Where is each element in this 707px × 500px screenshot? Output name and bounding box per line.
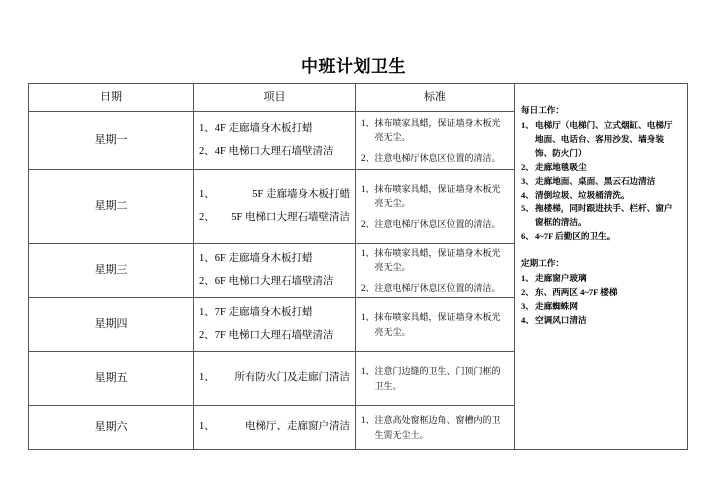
remark-text: 空调风口清洁 [535,314,587,325]
list-text: 抹布喷家具蜡，保证墙身木板光亮无尘。 [374,183,501,209]
row-standards [356,170,514,243]
column-header-standard: 标准 [424,91,446,103]
remark-text: 电梯厅（电梯门、立式烟缸、电梯厅地面、电话台、客用沙发、墙身装饰、防火门） [535,119,673,158]
list-item [361,116,509,145]
remark-item [521,175,680,189]
table-row [29,112,514,170]
row-date: 星期六 [29,406,194,449]
list-item [199,251,350,267]
table-row [29,352,514,406]
remark-periodic-heading: 定期工作： [521,258,564,269]
list-text: 电梯厅、走廊窗户清洁 [245,421,350,433]
list-item [199,187,350,203]
row-standards [356,406,514,449]
remark-daily-heading: 每日工作： [521,105,564,115]
list-item [361,217,509,231]
list-text: 7F 电梯口大理石墙壁清洁 [214,329,334,341]
row-date: 星期一 [29,112,194,169]
list-text: 注意电梯厅休息区位置的清洁。 [374,282,501,293]
remark-text: 4~7F 后勤区的卫生。 [535,231,616,242]
list-text: 注意电梯厅休息区位置的清洁。 [374,218,501,229]
list-item [199,274,350,290]
remark-item [521,189,680,203]
list-number: 1、 [199,123,215,135]
remark-item [521,314,680,328]
list-number: 2、 [361,218,375,229]
remark-text: 走廊蜘蛛网 [535,300,578,311]
remark-item [521,286,680,300]
remark-item [521,272,680,286]
row-date: 星期三 [29,244,194,297]
list-text: 注意高处窗框边角、窗槽内的卫生需无尘土。 [374,415,501,440]
column-header-date: 日期 [29,84,194,111]
list-number: 2、 [199,329,215,341]
table-row [29,244,514,298]
row-standards [356,298,514,351]
list-text: 5F 电梯口大理石墙壁清洁 [231,211,350,223]
remark-text: 东、西两区 4~7F 楼梯 [535,287,618,298]
remark-item [521,202,680,230]
list-item [199,419,350,435]
list-text: 4F 走廊墙身木板打蜡 [214,123,313,135]
list-number: 1、 [361,183,375,194]
list-text: 4F 电梯口大理石墙壁清洁 [214,145,334,157]
list-text: 6F 电梯口大理石墙壁清洁 [214,275,334,287]
row-date: 星期四 [29,298,194,351]
list-number: 1、 [199,307,215,319]
remark-number: 4、 [521,314,534,325]
list-text: 抹布喷家具蜡，保证墙身木板光亮无尘。 [374,312,501,337]
list-text: 所有防火门及走廊门清洁 [234,372,350,384]
list-item [199,121,350,137]
list-text: 抹布喷家具蜡，保证墙身木板光亮无尘。 [374,247,501,273]
remark-item [521,161,680,175]
list-number: 2、 [199,275,215,287]
list-text: 7F 走廊墙身木板打蜡 [214,307,313,319]
row-standards [356,244,514,297]
remark-number: 5、 [521,203,534,214]
list-item [199,210,350,226]
column-header-item: 项目 [194,84,356,111]
remark-number: 1、 [521,119,534,130]
remark-number: 3、 [521,300,534,311]
page-title: 中班计划卫生 [301,57,406,76]
row-standards [356,352,514,405]
list-text: 抹布喷家具蜡，保证墙身木板光亮无尘。 [374,117,501,143]
list-number: 2、 [199,211,215,223]
list-item [361,310,509,339]
list-number: 1、 [361,312,375,323]
remark-text: 清倒垃圾、垃圾桶清洗。 [535,189,630,200]
list-item [361,182,509,211]
row-date: 星期五 [29,352,194,405]
list-item [361,413,509,442]
remark-number: 2、 [521,161,534,172]
table-header-row [29,84,514,112]
remark-spacer [521,244,680,257]
row-items [194,170,356,243]
remark-column [515,84,686,449]
remark-number: 1、 [521,273,534,284]
remark-text: 拖楼梯，同时跟进扶手、栏杆、窗户窗框的清洁。 [535,203,673,228]
remark-item [521,119,680,161]
list-number: 1、 [361,366,375,377]
remark-number: 4、 [521,189,534,200]
list-item [361,364,509,393]
list-item [361,281,509,295]
list-number: 2、 [361,152,375,163]
table-row [29,406,514,449]
remark-number: 3、 [521,175,534,186]
remark-text: 走廊地面、桌面、黑云石边清洁 [535,175,656,186]
row-items [194,298,356,351]
remark-item [521,300,680,314]
row-items [194,406,356,449]
row-items [194,112,356,169]
list-number: 1、 [361,415,375,426]
remark-item [521,230,680,244]
row-standards [356,112,514,169]
list-item [361,151,509,165]
list-number: 1、 [361,247,375,258]
list-item [361,246,509,275]
list-text: 注意门边缝的卫生、门顶门框的卫生。 [374,366,501,391]
list-item [199,328,350,344]
remark-number: 2、 [521,287,534,298]
list-number: 2、 [361,282,375,293]
row-items [194,244,356,297]
list-number: 1、 [199,372,215,384]
list-number: 2、 [199,145,215,157]
cleaning-schedule-table [28,83,688,450]
row-date: 星期二 [29,170,194,243]
table-main-columns [29,84,515,449]
list-text: 6F 走廊墙身木板打蜡 [214,253,313,265]
list-number: 1、 [361,117,375,128]
list-text: 注意电梯厅休息区位置的清洁。 [374,152,501,163]
table-row [29,298,514,352]
list-number: 1、 [199,253,215,265]
remark-text: 走廊窗户玻璃 [535,273,587,284]
list-number: 1、 [199,421,215,433]
list-number: 1、 [199,189,215,201]
remark-text: 走廊地毯吸尘 [535,161,587,172]
list-item [199,370,350,386]
list-item [199,144,350,160]
remark-number: 6、 [521,231,534,242]
table-row [29,170,514,244]
list-item [199,305,350,321]
list-text: 5F 走廊墙身木板打蜡 [252,189,350,201]
row-items [194,352,356,405]
